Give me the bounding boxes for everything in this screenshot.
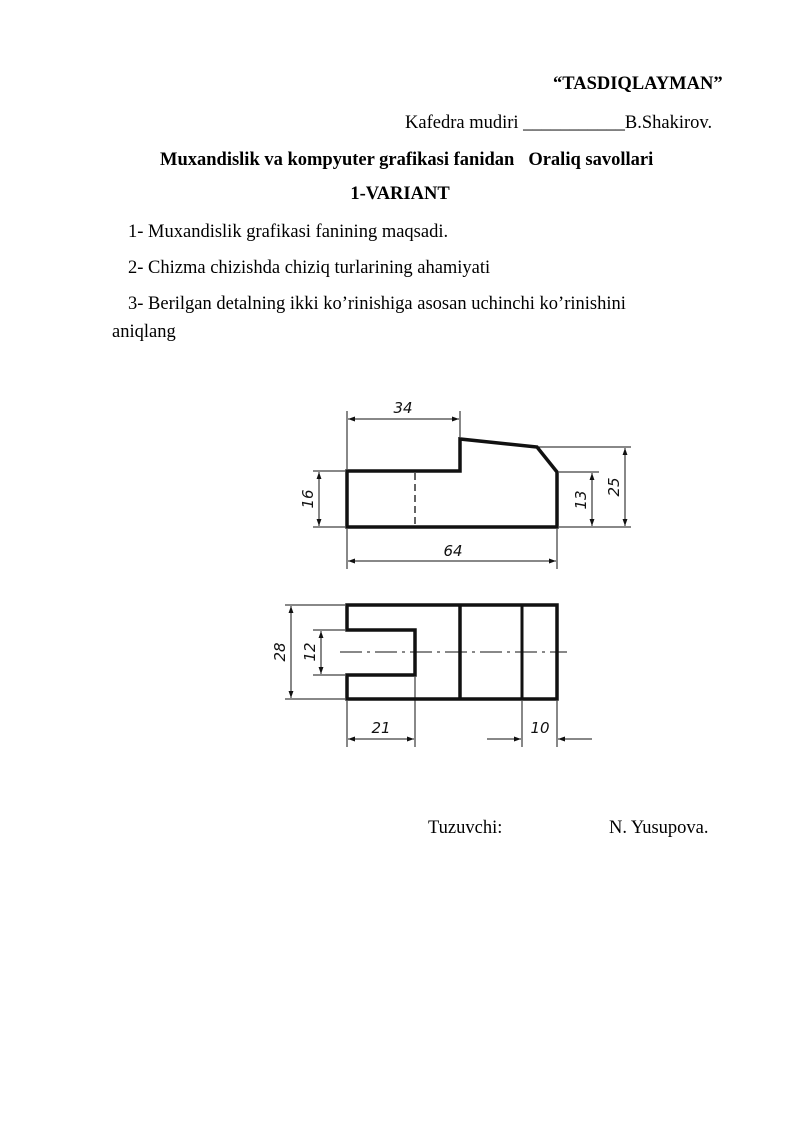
dim-left-height: 16 [299, 489, 317, 509]
dim-total-height: 25 [605, 477, 623, 497]
compiler-label: Tuzuvchi: [428, 818, 503, 838]
dim-slot-length: 21 [371, 719, 391, 737]
exam-kind: Oraliq savollari [528, 150, 654, 170]
variant-heading: 1-VARIANT [350, 184, 450, 204]
compiler-name: N. Yusupova. [609, 818, 709, 838]
subject-name: Muxandislik va kompyuter grafikasi fanidan [160, 150, 515, 170]
dim-total-length: 64 [443, 542, 463, 560]
dim-depth: 28 [271, 642, 289, 662]
question-1: 1- Muxandislik grafikasi fanining maqsadi. [128, 222, 449, 242]
document-title [160, 150, 653, 171]
dim-top-width: 34 [393, 399, 413, 417]
department-head-line: Kafedra mudiri ___________B.Shakirov. [405, 113, 713, 133]
question-3: 3- Berilgan detalning ikki ko’rinishiga asosan uchinchi ko’rinishini [128, 294, 626, 314]
front-view [313, 411, 631, 569]
dim-slot-width: 12 [301, 642, 319, 662]
dim-end-width: 10 [530, 719, 550, 737]
dim-right-step: 13 [572, 490, 590, 510]
approval-stamp: “TASDIQLAYMAN” [553, 74, 723, 94]
question-3-continuation: aniqlang [112, 322, 176, 342]
question-2: 2- Chizma chizishda chiziq turlarining ahamiyati [128, 258, 491, 278]
technical-drawing [255, 375, 623, 770]
